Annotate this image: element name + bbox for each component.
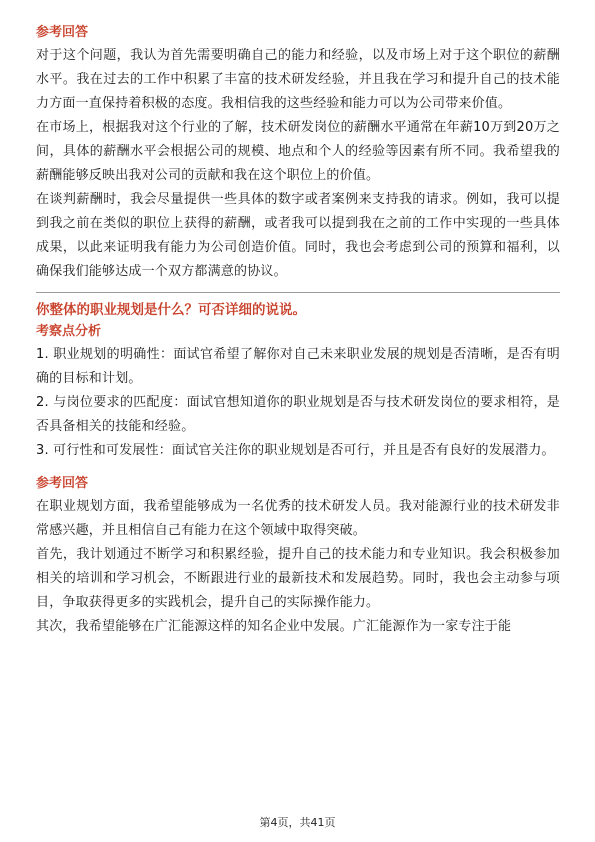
section-divider bbox=[36, 292, 560, 293]
answer-paragraph: 在职业规划方面，我希望能够成为一名优秀的技术研发人员。我对能源行业的技术研发非常感兴趣，并且相信自己有能力在这个领域中取得突破。 bbox=[36, 499, 560, 538]
answer-paragraph: 对于这个问题，我认为首先需要明确自己的能力和经验，以及市场上对于这个职位的薪酬水平。我在过去的工作中积累了丰富的技术研发经验，并且我在学习和提升自己的技术能力方面一直保持着积极的态度。我相信我的这些经验和能力可以为公司带来价值。 bbox=[36, 48, 560, 111]
answer-paragraph: 首先，我计划通过不断学习和积累经验，提升自己的技术能力和专业知识。我会积极参加相关的培训和学习机会，不断跟进行业的最新技术和发展趋势。同时，我也会主动参与项目，争取获得更多的实践机会，提升自己的实际操作能力。 bbox=[36, 547, 560, 610]
analysis-item: 3. 可行性和可发展性：面试官关注你的职业规划是否可行，并且是否有良好的发展潜力。 bbox=[36, 443, 555, 458]
section-heading-answer: 参考回答 bbox=[36, 476, 89, 491]
section-heading-answer: 参考回答 bbox=[36, 25, 89, 40]
page-number: 第4页，共41页 bbox=[259, 816, 336, 829]
analysis-item: 2. 与岗位要求的匹配度：面试官想知道你的职业规划是否与技术研发岗位的要求相符，是否具备相关的技能和经验。 bbox=[36, 395, 560, 434]
question-title: 你整体的职业规划是什么？可否详细的说说。 bbox=[36, 302, 306, 318]
analysis-item: 1. 职业规划的明确性：面试官希望了解你对自己未来职业发展的规划是否清晰，是否有明确的目标和计划。 bbox=[36, 347, 560, 386]
answer-paragraph: 在市场上，根据我对这个行业的了解，技术研发岗位的薪酬水平通常在年薪10万到20万之间，具体的薪酬水平会根据公司的规模、地点和个人的经验等因素有所不同。我希望我的薪酬能够反映出我对公司的贡献和我在这个职位上的价值。 bbox=[36, 120, 560, 183]
section-heading-analysis: 考察点分析 bbox=[36, 324, 102, 339]
answer-paragraph: 其次，我希望能够在广汇能源这样的知名企业中发展。广汇能源作为一家专注于能 bbox=[36, 619, 512, 634]
document-page bbox=[36, 22, 560, 639]
answer-paragraph: 在谈判薪酬时，我会尽量提供一些具体的数字或者案例来支持我的请求。例如，我可以提到我之前在类似的职位上获得的薪酬，或者我可以提到我在之前的工作中实现的一些具体成果，以此来证明我有能力为公司创造价值。同时，我也会考虑到公司的预算和福利，以确保我们能够达成一个双方都满意的协议。 bbox=[36, 192, 560, 279]
